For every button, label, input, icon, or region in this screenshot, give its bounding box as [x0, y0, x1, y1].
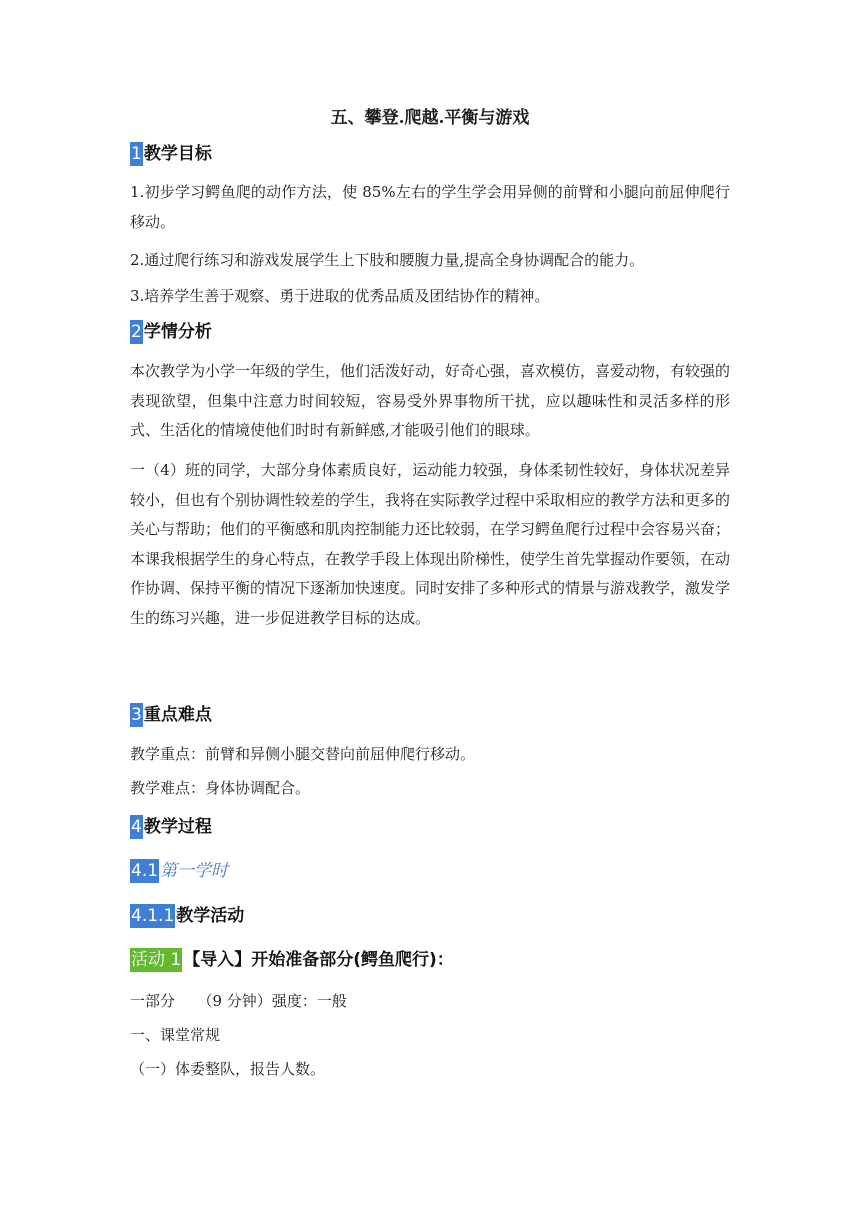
section-heading-process: [130, 815, 212, 839]
section-number: 4.1.1: [131, 906, 175, 926]
section-heading-keypoints: [130, 703, 212, 727]
section-number: 1: [131, 144, 142, 164]
goal-2: 2.通过爬行练习和游戏发展学生上下肢和腰腹力量,提高全身协调配合的能力。: [130, 251, 645, 269]
section-number: 4: [131, 817, 142, 837]
goal-3: 3.培养学生善于观察、勇于进取的优秀品质及团结协作的精神。: [130, 287, 550, 305]
section-title: 教学活动: [176, 906, 245, 926]
activity-number: 活动 1: [131, 950, 182, 970]
activity-item-1: （一）体委整队，报告人数。: [130, 1060, 326, 1078]
section-title: 学情分析: [143, 322, 212, 342]
teaching-focus: 教学重点：前臂和异侧小腿交替向前屈伸爬行移动。: [130, 745, 476, 763]
analysis-paragraph-2: 一（4）班的同学，大部分身体素质良好，运动能力较强，身体柔韧性较好，身体状况差异较小，但也有个别协调性较差的学生，我将在实际教学过程中采取相应的教学方法和更多的关心与帮助；他们的平衡感和肌肉控制能力还比较弱，在学习鳄鱼爬行过程中会容易兴奋；本课我根据学生的身心特点，在教学手段上体现出阶梯性，使学生首先掌握动作要领，在动作协调、保持平衡的情况下逐渐加快速度。同时安排了多种形式的情景与游戏教学，激发学生的练习兴趣，进一步促进教学目标的达成。: [130, 461, 731, 627]
subsection-heading-lesson-1: [130, 859, 228, 883]
analysis-paragraph-1: 本次教学为小学一年级的学生，他们活泼好动，好奇心强，喜欢模仿，喜爱动物，有较强的表现欲望，但集中注意力时间较短，容易受外界事物所干扰，应以趣味性和灵活多样的形式、生活化的情境使他们时时有新鲜感,才能吸引他们的眼球。: [130, 362, 731, 439]
section-title: 教学目标: [143, 144, 212, 164]
activity-part: 一部分 （9 分钟）强度：一般: [130, 992, 347, 1010]
section-number: 4.1: [131, 861, 159, 881]
page-title: 五、攀登.爬越.平衡与游戏: [330, 108, 530, 128]
section-number: 2: [131, 322, 142, 342]
section-heading-goals: [130, 142, 212, 166]
activity-heading-1: [130, 948, 454, 972]
activity-routine: 一、课堂常规: [130, 1026, 221, 1044]
section-title: 重点难点: [143, 705, 212, 725]
subsection-heading-activities: [130, 904, 244, 928]
goal-1: 1.初步学习鳄鱼爬的动作方法，使 85%左右的学生学会用异侧的前臂和小腿向前屈伸爬行移动。: [130, 183, 730, 231]
section-heading-analysis: [130, 320, 212, 344]
section-title: 第一学时: [160, 861, 229, 881]
section-title: 教学过程: [143, 817, 212, 837]
section-number: 3: [131, 705, 142, 725]
teaching-difficulty: 教学难点：身体协调配合。: [130, 779, 311, 797]
activity-title: 【导入】开始准备部分(鳄鱼爬行)：: [183, 950, 454, 970]
